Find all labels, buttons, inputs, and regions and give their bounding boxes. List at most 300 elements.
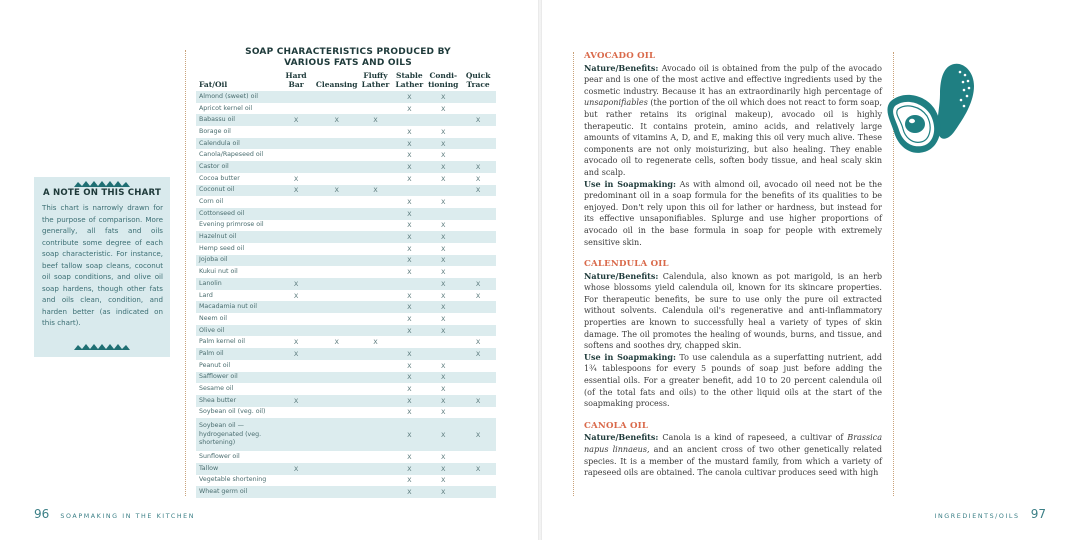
calendula-heading: CALENDULA OIL (584, 259, 669, 270)
characteristic-mark (315, 301, 359, 313)
characteristic-mark (315, 395, 359, 407)
characteristic-mark (277, 313, 315, 325)
table-row (196, 173, 496, 185)
left-page-footer (34, 503, 195, 522)
characteristic-mark (460, 407, 496, 419)
table-row (196, 126, 496, 138)
calendula-nb-text: Calendula, also known as pot marigold, is an herb whose blossoms yield calendula oil, known for its skincare properties. For therapeutic benefits, be sure to use only the pure oil extracted without solvents. Calendula oil's regenerative and anti-inflammatory properties are known to successfully heal a variety of types of skin damage. The oil promotes the healing of wounds, burns, and tissue, and softens and soothes dry, chapped skin. (584, 271, 882, 351)
characteristic-mark (359, 463, 393, 475)
header-conditioning: Condi-tioning (428, 71, 459, 89)
characteristic-mark (277, 325, 315, 337)
characteristic-mark: X (426, 301, 460, 313)
oil-name: Canola/Rapeseed oil (199, 151, 264, 159)
characteristic-mark (359, 91, 393, 103)
characteristic-mark (277, 196, 315, 208)
characteristic-mark (460, 266, 496, 278)
characteristic-mark (277, 360, 315, 372)
characteristic-mark: X (426, 278, 460, 290)
canola-nb-label: Nature/Benefits: (584, 432, 659, 443)
right-page-footer (935, 503, 1046, 522)
oil-name: Palm oil (196, 348, 277, 360)
characteristic-mark: X (373, 338, 378, 347)
characteristic-mark: X (407, 151, 412, 160)
characteristic-mark (277, 383, 315, 395)
oil-name: Macadamia nut oil (196, 301, 277, 313)
avocado-heading: AVOCADO OIL (584, 51, 656, 61)
characteristic-mark: X (392, 486, 426, 498)
characteristic-mark: X (407, 127, 412, 136)
characteristic-mark: X (407, 244, 412, 253)
zigzag-icon (74, 179, 130, 187)
characteristic-mark: X (359, 114, 393, 126)
characteristic-mark (426, 336, 460, 348)
characteristic-mark: X (460, 348, 496, 360)
oil-name: Babassu oil (196, 114, 277, 126)
characteristic-mark (277, 208, 315, 220)
oil-name: Calendula oil (196, 138, 277, 150)
right-text-column (584, 51, 882, 479)
characteristic-mark: X (407, 268, 412, 277)
characteristic-mark (460, 255, 496, 267)
characteristic-mark: X (407, 291, 412, 300)
table-row (196, 278, 496, 290)
characteristic-mark (315, 103, 359, 115)
characteristic-mark (315, 486, 359, 498)
oil-name: Kukui nut oil (199, 268, 238, 276)
characteristic-mark: X (392, 395, 426, 407)
chart-title (196, 47, 500, 69)
oil-name: Castor oil (196, 161, 277, 173)
table-row (196, 463, 496, 475)
oil-name: Hemp seed oil (199, 244, 245, 252)
characteristic-mark (315, 278, 359, 290)
table-row (196, 475, 496, 487)
table-row (196, 266, 496, 278)
characteristic-mark (277, 91, 315, 103)
characteristic-mark: X (407, 221, 412, 230)
characteristic-mark (315, 220, 359, 232)
table-row (196, 103, 496, 115)
characteristic-mark (277, 301, 315, 313)
characteristic-mark (359, 220, 393, 232)
characteristic-mark (460, 91, 496, 103)
table-row (196, 255, 496, 267)
avocado-use (584, 179, 882, 249)
header-fluffy-lather: Fluffy Lather (361, 71, 390, 89)
characteristic-mark: X (407, 408, 412, 417)
characteristic-mark: X (441, 151, 446, 160)
characteristic-mark (359, 372, 393, 384)
characteristic-mark: X (441, 127, 446, 136)
characteristic-mark (315, 266, 359, 278)
characteristic-mark (277, 486, 315, 498)
characteristic-mark (277, 231, 315, 243)
avocado-use-text: As with almond oil, avocado oil need not be the predominant oil in a soap formula for the benefits of its qualities to be enjoyed. Don't rely upon this oil for lather or hardness, but instead for its effective unsaponifiables. Splurge and use higher proportions of avocado oil in the base formula in soap for people with extremely sensitive skin. (584, 179, 882, 247)
calendula-use-text: To use calendula as a superfatting nutrient, add 1¾ tablespoons for every 5 pounds of soap just before adding the essential oils. For a greater benefit, add 10 to 20 percent calendula oil (of the total fats and oils) to the other liquid oils at the start of the soapmaking process. (584, 352, 882, 409)
canola-heading: CANOLA OIL (584, 420, 649, 431)
characteristic-mark: X (315, 185, 359, 197)
characteristic-mark (359, 290, 393, 302)
oil-name: Cocoa butter (199, 174, 240, 182)
oil-name: Sesame oil (199, 385, 234, 393)
characteristic-mark: X (392, 301, 426, 313)
note-body: This chart is narrowly drawn for the purpose of comparison. More generally, all fats and oils contribute some degree of each soap characteristic. For instance, beef tallow soap cleans, coconut oil soap conditions, and olive oil soap hardens, though other fats and oils clean, condition, and harden better (as indicated on this chart). (42, 203, 163, 327)
characteristic-mark (426, 114, 460, 126)
characteristic-mark (359, 407, 393, 419)
characteristic-mark (392, 278, 426, 290)
characteristic-mark (359, 138, 393, 150)
characteristic-mark (359, 301, 393, 313)
table-row (196, 418, 496, 451)
characteristic-mark: X (441, 476, 446, 485)
table-header-row (196, 71, 496, 91)
characteristic-mark: X (441, 198, 446, 207)
characteristic-mark (359, 418, 393, 451)
characteristic-mark (460, 301, 496, 313)
characteristic-mark: X (392, 463, 426, 475)
zigzag-icon (74, 342, 130, 350)
characteristic-mark: X (392, 255, 426, 267)
characteristic-mark (460, 196, 496, 208)
canola-nb-text-b: and an ancient cross of two other genetically related species. It is a member of the mustard family, from which a variety of rapeseed oils are obtained. The canola cultivar produces seed with high (584, 445, 882, 478)
characteristic-mark (315, 325, 359, 337)
soap-characteristics-table (196, 71, 496, 498)
characteristic-mark: X (426, 325, 460, 337)
note-title: A NOTE ON THIS CHART (42, 188, 162, 198)
characteristic-mark (359, 173, 393, 185)
characteristic-mark: X (392, 372, 426, 384)
characteristic-mark (315, 372, 359, 384)
oil-name: Borage oil (199, 127, 231, 135)
characteristic-mark: X (475, 291, 481, 300)
table-row (196, 395, 496, 407)
avocado-illustration-icon (884, 60, 976, 156)
page-number-left: 96 (34, 507, 50, 521)
table-row (196, 208, 496, 220)
oil-name: Cottonseed oil (196, 208, 277, 220)
characteristic-mark (359, 266, 393, 278)
characteristic-mark (315, 231, 359, 243)
characteristic-mark: X (460, 463, 496, 475)
characteristic-mark (392, 336, 426, 348)
table-row (196, 161, 496, 173)
characteristic-mark: X (407, 174, 412, 183)
characteristic-mark (426, 208, 460, 220)
table-row (196, 149, 496, 161)
characteristic-mark (359, 486, 393, 498)
table-row (196, 301, 496, 313)
table-row (196, 383, 496, 395)
characteristic-mark (426, 348, 460, 360)
characteristic-mark (460, 383, 496, 395)
oil-name: Apricot kernel oil (199, 104, 253, 112)
oil-name: Corn oil (199, 198, 224, 206)
characteristic-mark: X (407, 476, 412, 485)
characteristic-mark (460, 220, 496, 232)
characteristic-mark (277, 475, 315, 487)
characteristic-mark: X (460, 418, 496, 451)
table-row (196, 372, 496, 384)
running-title-left: SOAPMAKING IN THE KITCHEN (60, 513, 196, 520)
characteristic-mark (277, 103, 315, 115)
note-sidebar (34, 177, 170, 357)
chart-divider-left (185, 50, 186, 496)
characteristic-mark (460, 208, 496, 220)
oil-name: Vegetable shortening (199, 476, 267, 484)
characteristic-mark (460, 486, 496, 498)
characteristic-mark (359, 161, 393, 173)
characteristic-mark (277, 126, 315, 138)
table-row (196, 451, 496, 463)
characteristic-mark (315, 463, 359, 475)
characteristic-mark: X (392, 348, 426, 360)
characteristic-mark (277, 407, 315, 419)
canola-nb-italic: Brassica napus linnaeus, (584, 433, 882, 454)
characteristic-mark: X (460, 161, 496, 173)
characteristic-mark: X (460, 278, 496, 290)
characteristic-mark (315, 196, 359, 208)
characteristic-mark: X (426, 486, 460, 498)
characteristic-mark: X (359, 185, 393, 197)
characteristic-mark (359, 383, 393, 395)
characteristic-mark (315, 407, 359, 419)
characteristic-mark (315, 243, 359, 255)
characteristic-mark (460, 313, 496, 325)
table-row (196, 325, 496, 337)
characteristic-mark: X (426, 231, 460, 243)
characteristic-mark (359, 395, 393, 407)
calendula-use-label: Use in Soapmaking: (584, 351, 676, 362)
characteristic-mark: X (460, 395, 496, 407)
characteristic-mark (460, 360, 496, 372)
oil-name: Olive oil (196, 325, 277, 337)
characteristic-mark: X (441, 174, 446, 183)
characteristic-mark (315, 451, 359, 463)
characteristic-mark: X (277, 278, 315, 290)
characteristic-mark: X (293, 174, 299, 183)
oil-name: Peanut oil (199, 361, 231, 369)
characteristic-mark (359, 360, 393, 372)
table-row (196, 138, 496, 150)
characteristic-mark: X (277, 348, 315, 360)
canola-nature-benefits (584, 432, 882, 478)
characteristic-mark: X (277, 185, 315, 197)
oil-name: Shea butter (196, 395, 277, 407)
oil-name: Tallow (196, 463, 277, 475)
characteristic-mark (315, 348, 359, 360)
avocado-use-label: Use in Soapmaking: (584, 178, 677, 189)
table-row (196, 360, 496, 372)
characteristic-mark (359, 196, 393, 208)
table-row (196, 407, 496, 419)
calendula-nb-label: Nature/Benefits: (584, 270, 659, 281)
characteristic-mark (460, 372, 496, 384)
avocado-nb-label: Nature/Benefits: (584, 62, 659, 73)
characteristic-mark (315, 208, 359, 220)
characteristic-mark: X (407, 314, 412, 323)
characteristic-mark (359, 325, 393, 337)
characteristic-mark: X (441, 453, 446, 462)
characteristic-mark: X (392, 138, 426, 150)
avocado-nature-benefits (584, 63, 882, 179)
characteristic-mark: X (441, 221, 446, 230)
characteristic-mark (315, 173, 359, 185)
page-number-right: 97 (1030, 507, 1046, 521)
characteristic-mark: X (475, 174, 481, 183)
characteristic-mark (359, 149, 393, 161)
characteristic-mark: X (334, 338, 339, 347)
oil-name: Wheat germ oil (196, 486, 277, 498)
characteristic-mark (277, 418, 315, 451)
table-row (196, 243, 496, 255)
characteristic-mark: X (426, 418, 460, 451)
characteristic-mark (315, 126, 359, 138)
characteristic-mark (359, 348, 393, 360)
characteristic-mark: X (407, 361, 412, 370)
characteristic-mark: X (277, 463, 315, 475)
characteristic-mark (460, 451, 496, 463)
characteristic-mark (359, 243, 393, 255)
avocado-nb-italic: unsaponifiables (584, 98, 648, 108)
characteristic-mark (315, 290, 359, 302)
characteristic-mark: X (293, 291, 299, 300)
chart-title-line2: VARIOUS FATS AND OILS (284, 58, 412, 68)
running-title-right: INGREDIENTS/OILS (934, 513, 1020, 520)
characteristic-mark: X (407, 104, 412, 113)
oil-name: Hazelnut oil (196, 231, 277, 243)
text-divider-left (573, 52, 574, 496)
characteristic-mark (426, 185, 460, 197)
oil-name: Lard (199, 291, 213, 299)
characteristic-mark: X (441, 361, 446, 370)
characteristic-mark (359, 313, 393, 325)
calendula-use (584, 352, 882, 410)
characteristic-mark: X (315, 114, 359, 126)
header-fat-oil: Fat/Oil (199, 80, 228, 89)
characteristic-mark (359, 103, 393, 115)
characteristic-mark: X (426, 91, 460, 103)
characteristic-mark (392, 114, 426, 126)
table-row (196, 348, 496, 360)
characteristic-mark: X (441, 268, 446, 277)
oil-name: Sunflower oil (199, 453, 240, 461)
characteristic-mark: X (426, 395, 460, 407)
oil-name: Palm kernel oil (199, 338, 245, 346)
characteristic-mark (359, 126, 393, 138)
characteristic-mark (460, 149, 496, 161)
table-row (196, 336, 496, 348)
oil-name: Coconut oil (196, 185, 277, 197)
characteristic-mark: X (441, 291, 446, 300)
table-row (196, 231, 496, 243)
header-quick-trace: Quick Trace (465, 71, 491, 89)
characteristic-mark: X (426, 463, 460, 475)
characteristic-mark: X (407, 453, 412, 462)
characteristic-mark: X (441, 104, 446, 113)
characteristic-mark: X (392, 231, 426, 243)
table-row (196, 91, 496, 103)
oil-name: Lanolin (196, 278, 277, 290)
characteristic-mark (315, 255, 359, 267)
avocado-nb-text-a: Avocado oil is obtained from the pulp of the avocado pear and is one of the most active and effective ingredients used by the cosmetic industry. Because it has an extraordinarily high percentage of (584, 63, 882, 96)
oil-name: Jojoba oil (196, 255, 277, 267)
characteristic-mark: X (441, 385, 446, 394)
characteristic-mark: X (293, 338, 299, 347)
characteristic-mark (460, 231, 496, 243)
characteristic-mark (315, 91, 359, 103)
characteristic-mark: X (392, 161, 426, 173)
characteristic-mark (460, 126, 496, 138)
table-row (196, 290, 496, 302)
oil-name: Safflower oil (196, 372, 277, 384)
characteristic-mark: X (441, 314, 446, 323)
characteristic-mark: X (277, 114, 315, 126)
header-stable-lather: Stable Lather (395, 71, 424, 89)
calendula-nature-benefits (584, 271, 882, 352)
characteristic-mark (277, 220, 315, 232)
table-row (196, 114, 496, 126)
characteristic-mark: X (426, 372, 460, 384)
characteristic-mark: X (277, 395, 315, 407)
oil-name: Neem oil (199, 314, 227, 322)
characteristic-mark: X (407, 385, 412, 394)
characteristic-mark (277, 243, 315, 255)
characteristic-mark: X (392, 325, 426, 337)
characteristic-mark (277, 138, 315, 150)
canola-nb-text-a: Canola is a kind of rapeseed, a cultivar of (658, 433, 848, 443)
characteristic-mark (460, 138, 496, 150)
characteristic-mark: X (426, 138, 460, 150)
characteristic-mark (359, 451, 393, 463)
characteristic-mark (359, 208, 393, 220)
table-row (196, 196, 496, 208)
table-row (196, 486, 496, 498)
characteristic-mark (277, 255, 315, 267)
oil-name: Soybean oil (veg. oil) (199, 408, 266, 416)
oil-name: Evening primrose oil (199, 221, 264, 229)
characteristic-mark (315, 149, 359, 161)
characteristic-mark (277, 451, 315, 463)
characteristic-mark (277, 161, 315, 173)
table-row (196, 185, 496, 197)
characteristic-mark (315, 475, 359, 487)
characteristic-mark (277, 266, 315, 278)
characteristic-mark: X (460, 185, 496, 197)
header-hard-bar: Hard Bar (285, 71, 307, 89)
avocado-nb-text-b: (the portion of the oil which does not react to form soap, but rather retains its original makeup), avocado oil is highly therapeutic. It contains protein, amino acids, and relatively large amounts of vitamins A, D, and E, making this oil very much alive. These components are not only moisturizing, but also healing. They enable avocado oil to regenerate cells, soften body tissue, and heal scaly skin and scalp. (584, 98, 882, 177)
characteristic-mark (359, 475, 393, 487)
characteristic-mark: X (392, 208, 426, 220)
characteristic-mark (460, 103, 496, 115)
oil-name: Almond (sweet) oil (196, 91, 277, 103)
characteristic-mark (392, 185, 426, 197)
characteristic-mark (359, 231, 393, 243)
characteristic-mark: X (441, 244, 446, 253)
characteristic-mark (315, 138, 359, 150)
header-cleansing: Cleansing (315, 80, 358, 89)
table-row (196, 220, 496, 232)
characteristic-mark (460, 243, 496, 255)
characteristic-mark: X (460, 114, 496, 126)
chart-title-line1: SOAP CHARACTERISTICS PRODUCED BY (245, 47, 451, 57)
characteristic-mark (359, 278, 393, 290)
characteristic-mark: X (441, 408, 446, 417)
characteristic-mark (315, 360, 359, 372)
characteristic-mark: X (392, 91, 426, 103)
characteristic-mark (277, 149, 315, 161)
characteristic-mark: X (392, 418, 426, 451)
characteristic-mark: X (426, 255, 460, 267)
